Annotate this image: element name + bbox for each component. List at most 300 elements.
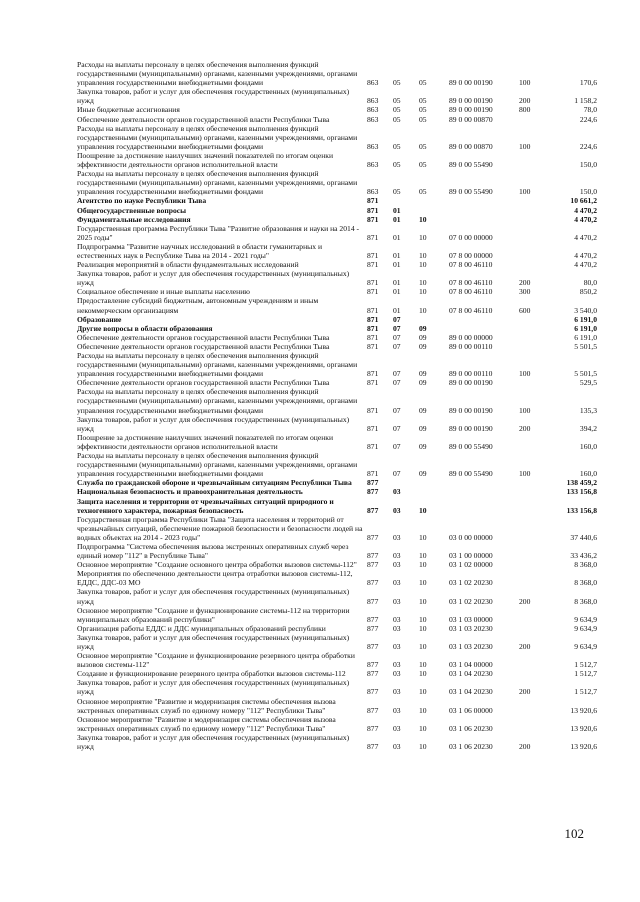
cell-c5 — [519, 378, 553, 387]
cell-c4 — [449, 215, 519, 224]
cell-name: Фундаментальные исследования — [77, 214, 191, 224]
cell-amount: 224,6 — [579, 141, 597, 151]
table-row — [77, 196, 597, 205]
cell-c2: 03 — [393, 596, 401, 606]
cell-c1: 871 — [367, 314, 379, 324]
cell-amount: 4 470,2 — [574, 214, 597, 224]
cell-c3: 10 — [419, 596, 427, 606]
cell-amount: 1 512,7 — [574, 660, 597, 670]
cell-name: Иные бюджетные ассигнования — [77, 105, 180, 115]
cell-c2: 03 — [393, 687, 401, 697]
cell-c1: 877 — [367, 505, 379, 515]
cell-c4: 89 0 00 00870 — [449, 114, 493, 124]
cell-c5 — [519, 624, 553, 633]
cell-c3: 09 — [419, 469, 427, 479]
cell-c2: 05 — [393, 96, 401, 106]
cell-c5 — [519, 224, 553, 242]
table-row — [77, 351, 597, 378]
cell-c1: 877 — [367, 723, 379, 733]
cell-amount: 8 368,0 — [574, 596, 597, 606]
cell-name: Агентство по науке Республики Тыва — [77, 196, 207, 206]
cell-c1: 863 — [367, 96, 379, 106]
table-row — [77, 151, 597, 169]
cell-c2: 03 — [393, 723, 401, 733]
cell-amount: 37 440,6 — [570, 532, 597, 542]
cell-c4: 89 0 00 00190 — [449, 78, 493, 88]
cell-c3: 10 — [419, 642, 427, 651]
cell-c3: 10 — [419, 669, 427, 679]
cell-c3 — [419, 478, 449, 487]
cell-c2: 07 — [393, 369, 401, 379]
cell-c1: 871 — [367, 232, 379, 242]
cell-c5 — [519, 497, 553, 515]
cell-c3: 09 — [419, 423, 427, 433]
cell-c1: 863 — [367, 160, 379, 170]
cell-c3: 09 — [419, 441, 427, 451]
cell-c1: 871 — [367, 341, 379, 351]
page-number: 102 — [564, 826, 584, 841]
cell-c2: 03 — [393, 705, 401, 715]
cell-c1: 871 — [367, 305, 379, 315]
cell-name: Основное мероприятие "Создание и функционирование резервного центра обработки вызовов системы-112" — [77, 651, 355, 670]
cell-name: Подпрограмма "Развитие научных исследований в области гуманитарных и естественных наук в Республике Тыва на 2014 - 2021 годы" — [77, 241, 323, 260]
cell-c4 — [449, 315, 519, 324]
cell-c1: 871 — [367, 441, 379, 451]
cell-name: Социальное обеспечение и иные выплаты населению — [77, 287, 250, 297]
table-row — [77, 669, 597, 678]
cell-c2 — [393, 196, 419, 205]
cell-c1: 871 — [367, 250, 379, 260]
cell-name: Поощрение за достижение наилучших значений показателей по итогам оценки эффективности деятельности органов исполнительной власти — [77, 150, 334, 170]
table-row — [77, 606, 597, 624]
cell-c4: 89 0 00 00870 — [449, 141, 493, 151]
cell-c3: 09 — [419, 341, 427, 351]
cell-c5 — [519, 433, 553, 451]
table-row — [77, 169, 597, 196]
cell-c5 — [519, 515, 553, 542]
cell-c4 — [449, 206, 519, 215]
cell-amount: 13 920,6 — [570, 705, 597, 715]
cell-amount: 9 634,9 — [574, 623, 597, 633]
cell-c1: 871 — [367, 332, 379, 342]
cell-c3: 10 — [419, 551, 427, 561]
cell-name: Основное мероприятие "Развитие и модернизация системы обеспечения вызова экстренных оперативных служб по единому номеру "112" Республики Тыва" — [77, 714, 336, 733]
cell-c1: 871 — [367, 278, 379, 288]
cell-c5 — [519, 333, 553, 342]
cell-amount: 394,2 — [579, 423, 597, 433]
table-row — [77, 569, 597, 587]
cell-c5: 600 — [519, 305, 531, 315]
cell-c2: 07 — [393, 469, 401, 479]
cell-c3: 05 — [419, 96, 427, 106]
cell-amount: 150,0 — [579, 187, 597, 197]
cell-c1: 863 — [367, 78, 379, 88]
cell-c3: 05 — [419, 160, 427, 170]
cell-c4: 07 8 00 46110 — [449, 305, 493, 315]
cell-c2: 07 — [393, 341, 401, 351]
cell-c5 — [519, 206, 553, 215]
cell-c4: 07 8 00 46110 — [449, 260, 493, 270]
cell-c1: 871 — [367, 405, 379, 415]
cell-c2: 05 — [393, 105, 401, 115]
cell-c2: 03 — [393, 578, 401, 588]
cell-name: Обеспечение деятельности органов государственной власти Республики Тыва — [77, 114, 330, 124]
cell-name: Закупка товаров, работ и услуг для обеспечения государственных (муниципальных) нужд — [77, 678, 350, 697]
cell-amount: 6 191,0 — [574, 314, 597, 324]
table-row — [77, 296, 597, 314]
cell-c2: 01 — [393, 232, 401, 242]
cell-c3: 10 — [419, 742, 427, 752]
cell-c5 — [519, 651, 553, 669]
cell-name: Обеспечение деятельности органов государственной власти Республики Тыва — [77, 378, 330, 388]
cell-name: Предоставление субсидий бюджетным, автономным учреждениям и иным некоммерческим организациям — [77, 296, 319, 315]
table-row — [77, 478, 597, 487]
cell-c4: 03 1 04 00000 — [449, 660, 493, 670]
cell-c4: 03 0 00 00000 — [449, 532, 493, 542]
cell-name: Основное мероприятие "Создание основного центра обработки вызовов системы-112" — [77, 560, 357, 570]
cell-c3: 05 — [419, 78, 427, 88]
cell-c1: 871 — [367, 287, 379, 297]
table-row — [77, 387, 597, 414]
cell-name: Расходы на выплаты персоналу в целях обеспечения выполнения функций государственными (муниципальными) органами, казенными учреждениями, органами управления государственными внебюджетными фондами — [77, 169, 358, 197]
cell-c4: 07 8 00 46110 — [449, 278, 493, 288]
cell-c3: 10 — [419, 723, 427, 733]
cell-c4: 89 0 00 00000 — [449, 332, 493, 342]
cell-c2 — [393, 478, 419, 487]
cell-c3: 10 — [419, 305, 427, 315]
table-row — [77, 515, 597, 542]
cell-amount: 9 634,9 — [574, 614, 597, 624]
cell-amount: 1 158,2 — [574, 96, 597, 106]
cell-c2: 05 — [393, 160, 401, 170]
cell-c4: 03 1 00 00000 — [449, 551, 493, 561]
cell-c1: 871 — [367, 378, 379, 388]
table-row — [77, 678, 597, 696]
cell-c3: 10 — [419, 560, 427, 570]
cell-amount: 8 368,0 — [574, 578, 597, 588]
cell-c3 — [419, 196, 449, 205]
table-row — [77, 115, 597, 124]
cell-c2: 03 — [393, 560, 401, 570]
cell-c2: 01 — [393, 260, 401, 270]
table-row — [77, 324, 597, 333]
cell-c5: 200 — [519, 742, 531, 752]
cell-c1: 877 — [367, 642, 379, 651]
cell-c5: 200 — [519, 642, 531, 651]
cell-name: Закупка товаров, работ и услуг для обеспечения государственных (муниципальных) нужд — [77, 587, 350, 606]
table-row — [77, 315, 597, 324]
cell-name: Общегосударственные вопросы — [77, 205, 187, 215]
cell-amount: 133 156,8 — [566, 505, 597, 515]
cell-amount: 4 470,2 — [574, 260, 597, 270]
table-row — [77, 287, 597, 296]
cell-amount: 6 191,0 — [574, 323, 597, 333]
cell-amount: 529,5 — [579, 378, 597, 388]
cell-c5: 800 — [519, 105, 531, 115]
cell-c5 — [519, 342, 553, 351]
cell-c1: 863 — [367, 114, 379, 124]
cell-c3: 10 — [419, 232, 427, 242]
cell-name: Поощрение за достижение наилучших значений показателей по итогам оценки эффективности деятельности органов исполнительной власти — [77, 432, 334, 451]
table-row — [77, 433, 597, 451]
cell-c5 — [519, 315, 553, 324]
cell-name: Закупка товаров, работ и услуг для обеспечения государственных (муниципальных) нужд — [77, 87, 350, 106]
cell-c4: 89 0 00 00190 — [449, 423, 493, 433]
cell-c1: 871 — [367, 205, 379, 215]
cell-c2: 03 — [393, 505, 401, 515]
cell-amount: 4 470,2 — [574, 250, 597, 260]
cell-c3: 10 — [419, 505, 427, 515]
cell-c2: 05 — [393, 114, 401, 124]
cell-amount: 160,0 — [579, 441, 597, 451]
cell-c3: 10 — [419, 687, 427, 697]
cell-c1: 877 — [367, 660, 379, 670]
cell-c4: 03 1 02 00000 — [449, 560, 493, 570]
table-row — [77, 542, 597, 560]
cell-c1: 863 — [367, 141, 379, 151]
cell-c5 — [519, 478, 553, 487]
cell-c1: 871 — [367, 214, 379, 224]
cell-amount: 78,0 — [583, 105, 597, 115]
cell-c2: 07 — [393, 378, 401, 388]
cell-c3: 10 — [419, 287, 427, 297]
cell-c4: 03 1 04 20230 — [449, 669, 493, 679]
cell-c4: 03 1 06 00000 — [449, 705, 493, 715]
cell-amount: 5 501,5 — [574, 341, 597, 351]
cell-amount: 1 512,7 — [574, 687, 597, 697]
cell-name: Национальная безопасность и правоохранительная деятельность — [77, 487, 303, 497]
cell-name: Мероприятия по обеспечению деятельности центра отработки вызовов системы-112, ЕДДС, ДДС-03 МО — [77, 569, 353, 588]
table-row — [77, 242, 597, 260]
cell-c2: 03 — [393, 742, 401, 752]
cell-c1: 877 — [367, 705, 379, 715]
cell-c4: 89 0 00 55490 — [449, 469, 493, 479]
table-row — [77, 333, 597, 342]
cell-amount: 8 368,0 — [574, 560, 597, 570]
cell-amount: 33 436,2 — [570, 551, 597, 561]
cell-c2: 07 — [393, 441, 401, 451]
cell-name: Обеспечение деятельности органов государственной власти Республики Тыва — [77, 332, 330, 342]
cell-name: Основное мероприятие "Создание и функционирование системы-112 на территории муниципальных образований республики" — [77, 605, 350, 624]
cell-c3: 09 — [419, 378, 427, 388]
cell-c5 — [519, 196, 553, 205]
cell-c2: 03 — [393, 660, 401, 670]
cell-amount: 138 459,2 — [566, 478, 597, 488]
cell-c1: 871 — [367, 369, 379, 379]
cell-c3: 10 — [419, 214, 427, 224]
cell-c2: 01 — [393, 214, 401, 224]
cell-c4 — [449, 478, 519, 487]
cell-c4 — [449, 497, 519, 515]
cell-amount: 13 920,6 — [570, 742, 597, 752]
cell-c5 — [519, 115, 553, 124]
cell-c1: 877 — [367, 478, 379, 488]
cell-c4: 03 1 02 20230 — [449, 578, 493, 588]
cell-name: Расходы на выплаты персоналу в целях обеспечения выполнения функций государственными (муниципальными) органами, казенными учреждениями, органами управления государственными внебюджетными фондами — [77, 387, 358, 415]
cell-c4 — [449, 196, 519, 205]
cell-c1: 877 — [367, 551, 379, 561]
cell-c3: 10 — [419, 532, 427, 542]
cell-c4: 07 0 00 00000 — [449, 232, 493, 242]
cell-name: Расходы на выплаты персоналу в целях обеспечения выполнения функций государственными (муниципальными) органами, казенными учреждениями, органами управления государственными внебюджетными фондами — [77, 451, 358, 479]
cell-c4 — [449, 487, 519, 496]
cell-c2: 07 — [393, 405, 401, 415]
table-row — [77, 697, 597, 715]
cell-c1: 871 — [367, 260, 379, 270]
cell-c4: 89 0 00 00190 — [449, 405, 493, 415]
cell-name: Служба по гражданской обороне и чрезвычайным ситуациям Республики Тыва — [77, 478, 352, 488]
cell-name: Защита населения и территории от чрезвычайных ситуаций природного и техногенного характера, пожарная безопасность — [77, 496, 334, 515]
cell-c3: 05 — [419, 105, 427, 115]
cell-c5 — [519, 487, 553, 496]
cell-c5 — [519, 151, 553, 169]
cell-c1: 877 — [367, 614, 379, 624]
cell-c3: 09 — [419, 369, 427, 379]
cell-c4: 07 8 00 46110 — [449, 287, 493, 297]
cell-c1: 871 — [367, 323, 379, 333]
cell-c3 — [419, 206, 449, 215]
cell-c4: 89 0 00 00110 — [449, 369, 493, 379]
cell-c4: 89 0 00 55490 — [449, 160, 493, 170]
cell-amount: 133 156,8 — [566, 487, 597, 497]
cell-c2: 01 — [393, 278, 401, 288]
cell-c1: 877 — [367, 532, 379, 542]
cell-c1: 877 — [367, 487, 379, 497]
table-row — [77, 624, 597, 633]
cell-c5: 100 — [519, 187, 531, 197]
cell-c4: 89 0 00 55490 — [449, 441, 493, 451]
cell-c5 — [519, 242, 553, 260]
cell-c4: 03 1 03 20230 — [449, 623, 493, 633]
cell-c4: 03 1 03 00000 — [449, 614, 493, 624]
cell-c3: 09 — [419, 332, 427, 342]
cell-name: Основное мероприятие "Развитие и модернизация системы обеспечения вызова экстренных оперативных служб по единому номеру "112" Республики Тыва" — [77, 696, 336, 715]
table-row — [77, 60, 597, 87]
cell-c3: 10 — [419, 250, 427, 260]
cell-amount: 160,0 — [579, 469, 597, 479]
cell-c5: 100 — [519, 141, 531, 151]
cell-c2: 03 — [393, 642, 401, 651]
cell-c3: 10 — [419, 578, 427, 588]
cell-c5: 300 — [519, 287, 531, 297]
cell-c5: 200 — [519, 96, 531, 106]
table-row — [77, 415, 597, 433]
table-row — [77, 651, 597, 669]
cell-c3: 05 — [419, 141, 427, 151]
cell-c5: 100 — [519, 369, 531, 379]
cell-c5 — [519, 697, 553, 715]
cell-c4: 89 0 00 00190 — [449, 105, 493, 115]
cell-c3 — [419, 315, 449, 324]
cell-amount: 170,6 — [579, 78, 597, 88]
table-row — [77, 87, 597, 105]
cell-c2: 03 — [393, 614, 401, 624]
cell-amount: 4 470,2 — [574, 205, 597, 215]
cell-c5 — [519, 569, 553, 587]
cell-name: Организация работы ЕДДС и ДДС муниципальных образований республики — [77, 623, 326, 633]
table-row — [77, 487, 597, 496]
cell-c1: 877 — [367, 669, 379, 679]
cell-c5 — [519, 324, 553, 333]
table-row — [77, 224, 597, 242]
cell-name: Закупка товаров, работ и услуг для обеспечения государственных (муниципальных) нужд — [77, 414, 350, 433]
cell-name: Подпрограмма "Система обеспечения вызова экстренных оперативных служб через единый номер "112" в Республике Тыва" — [77, 541, 349, 561]
table-row — [77, 497, 597, 515]
cell-c2: 03 — [393, 623, 401, 633]
cell-c2: 07 — [393, 314, 401, 324]
cell-c2: 07 — [393, 323, 401, 333]
cell-c1: 877 — [367, 560, 379, 570]
cell-amount: 10 661,2 — [570, 196, 597, 206]
cell-c2: 01 — [393, 250, 401, 260]
cell-c2: 03 — [393, 487, 401, 497]
cell-amount: 850,2 — [579, 287, 597, 297]
cell-c5: 200 — [519, 596, 531, 606]
cell-c5 — [519, 606, 553, 624]
cell-c4: 89 0 00 00190 — [449, 96, 493, 106]
cell-name: Государственная программа Республики Тыва "Развитие образования и науки на 2014 - 2025 годы" — [77, 223, 360, 242]
table-row — [77, 733, 597, 751]
cell-c5: 100 — [519, 78, 531, 88]
cell-c1: 877 — [367, 596, 379, 606]
cell-c2: 01 — [393, 305, 401, 315]
cell-c5 — [519, 215, 553, 224]
cell-c3 — [419, 487, 449, 496]
cell-c3: 09 — [419, 323, 427, 333]
cell-c1: 877 — [367, 687, 379, 697]
cell-c3: 10 — [419, 278, 427, 288]
cell-name: Расходы на выплаты персоналу в целях обеспечения выполнения функций государственными (муниципальными) органами, казенными учреждениями, органами управления государственными внебюджетными фондами — [77, 60, 358, 88]
cell-amount: 9 634,9 — [574, 642, 597, 651]
cell-c1: 871 — [367, 469, 379, 479]
cell-c5 — [519, 715, 553, 733]
cell-c2: 03 — [393, 532, 401, 542]
cell-c1: 877 — [367, 623, 379, 633]
table-row — [77, 260, 597, 269]
cell-c2: 01 — [393, 205, 401, 215]
budget-table-body — [77, 60, 597, 751]
table-row — [77, 587, 597, 605]
cell-name: Создание и функционирование резервного центра обработки вызовов системы-112 — [77, 669, 346, 679]
cell-c1: 863 — [367, 105, 379, 115]
cell-amount: 224,6 — [579, 114, 597, 124]
cell-c1: 871 — [367, 196, 379, 206]
cell-amount: 135,3 — [579, 405, 597, 415]
cell-name: Расходы на выплаты персоналу в целях обеспечения выполнения функций государственными (муниципальными) органами, казенными учреждениями, органами управления государственными внебюджетными фондами — [77, 123, 358, 151]
cell-amount: 6 191,0 — [574, 332, 597, 342]
cell-c5: 200 — [519, 423, 531, 433]
cell-name: Расходы на выплаты персоналу в целях обеспечения выполнения функций государственными (муниципальными) органами, казенными учреждениями, органами управления государственными внебюджетными фондами — [77, 351, 358, 379]
cell-c5 — [519, 560, 553, 569]
cell-name: Государственная программа Республики Тыва "Защита населения и территорий от чрезвычайных ситуаций, обеспечение пожарной безопасности и безопасности людей на водных объектах на 2014 - 2023 годы" — [77, 514, 363, 542]
cell-c2: 05 — [393, 141, 401, 151]
cell-c5: 200 — [519, 278, 531, 288]
cell-c3: 05 — [419, 114, 427, 124]
cell-name: Другие вопросы в области образования — [77, 323, 213, 333]
cell-c4 — [449, 324, 519, 333]
cell-c3: 10 — [419, 614, 427, 624]
table-row — [77, 560, 597, 569]
table-row — [77, 215, 597, 224]
cell-c4: 03 1 06 20230 — [449, 742, 493, 752]
cell-c5: 100 — [519, 405, 531, 415]
cell-c2: 07 — [393, 423, 401, 433]
cell-c2: 07 — [393, 332, 401, 342]
table-row — [77, 105, 597, 114]
cell-amount: 1 512,7 — [574, 669, 597, 679]
cell-c2: 01 — [393, 287, 401, 297]
table-row — [77, 269, 597, 287]
